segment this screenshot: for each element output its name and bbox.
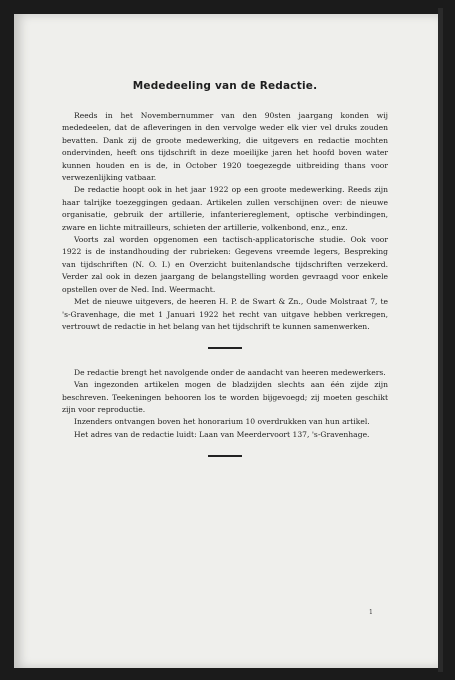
page-content <box>62 80 388 475</box>
section-announcement <box>62 110 388 333</box>
end-divider <box>208 455 242 457</box>
paragraph: Het adres van de redactie luidt: Laan van Meerdervoort 137, 's-Gravenhage. <box>74 429 370 439</box>
paragraph: De redactie hoopt ook in het jaar 1922 op een groote medewerking. Reeds zijn haar talrijke toezeggingen gedaan. Artikelen zullen verschijnen over: de nieuwe organisatie, gebruik der artillerie, infanteriereglement, optische verbindingen, zware en lichte mitrailleurs, schieten der artillerie, volkenbond, enz., enz. <box>62 185 388 232</box>
page-title: Mededeeling van de Redactie. <box>132 80 318 92</box>
section-divider <box>208 347 242 349</box>
paragraph: Reeds in het Novembernummer van den 90sten jaargang konden wij mededeelen, dat de afleveringen in den vervolge weder elk vier vel druks zouden bevatten. Dank zij de groote medewerking, die uitgevers en redactie mochten ondervinden, heeft ons tijdschrift in deze moeilijke jaren het hoofd boven water kunnen houden en is de, in October 1920 toegezegde uitbreiding thans voor verwezenlijking vatbaar. <box>62 111 388 183</box>
paragraph: Van ingezonden artikelen mogen de bladzijden slechts aan één zijde zijn beschreven. Teekeningen behooren los te worden bijgevoegd; zij moeten geschikt zijn voor reproductie. <box>62 380 388 415</box>
paragraph: Inzenders ontvangen boven het honorarium 10 overdrukken van hun artikel. <box>74 417 370 427</box>
paragraph: Met de nieuwe uitgevers, de heeren H. P. de Swart & Zn., Oude Molstraat 7, te 's-Gravenhage, die met 1 Januari 1922 het recht van uitgave hebben verkregen, vertrouwt de redactie in het belang van het tijdschrift te kunnen samenwerken. <box>62 297 388 331</box>
section-contributor-notes <box>62 367 388 441</box>
paragraph: Voorts zal worden opgenomen een tactisch-applicatorische studie. Ook voor 1922 is de instandhouding der rubrieken: Gegevens vreemde legers, Bespreking van tijdschriften (N. O. I.) en Overzicht buitenlandsche tijdschriften verzekerd. Verder zal ook in dezen jaargang de belangstelling worden gevraagd voor enkele opstellen over de Ned. Ind. Weermacht. <box>62 235 388 294</box>
page-marker: 1 <box>369 609 373 616</box>
document-page <box>14 14 438 668</box>
book-spine-edge <box>438 8 443 672</box>
paragraph: De redactie brengt het navolgende onder de aandacht van heeren medewerkers. <box>74 367 386 377</box>
